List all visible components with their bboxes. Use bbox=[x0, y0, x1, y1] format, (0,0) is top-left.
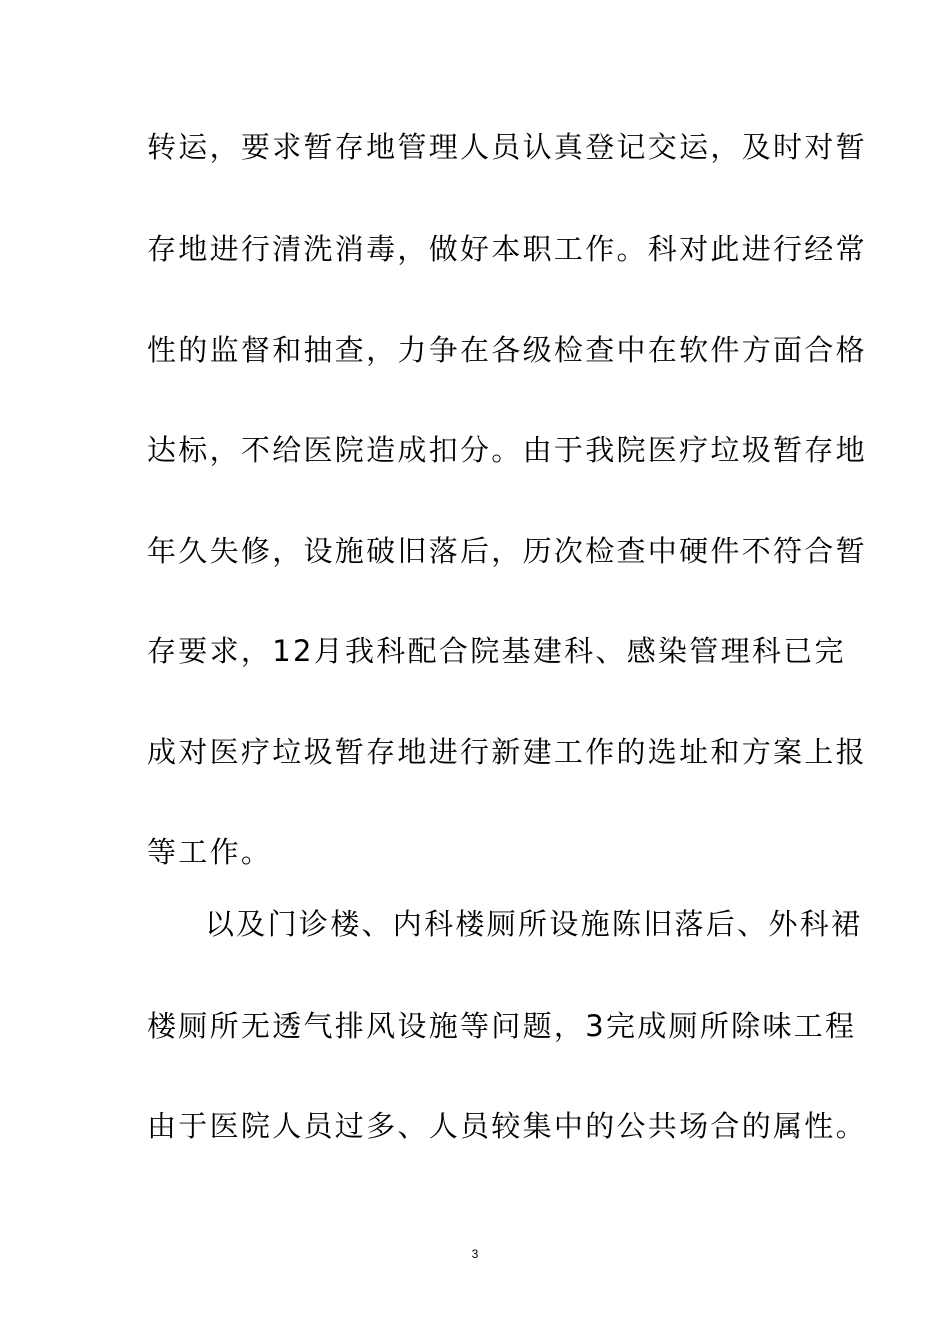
body-text-line: 由于医院人员过多、人员较集中的公共场合的属性。 bbox=[147, 1109, 867, 1143]
body-text-line: 等工作。 bbox=[147, 835, 273, 869]
paragraph-first-line: 以及门诊楼、内科楼厕所设施陈旧落后、外科裙 bbox=[205, 907, 863, 941]
body-text-line: 转运，要求暂存地管理人员认真登记交运，及时对暂 bbox=[147, 130, 867, 164]
body-text-line: 楼厕所无透气排风设施等问题，3完成厕所除味工程 bbox=[147, 1009, 857, 1043]
body-text-line: 达标，不给医院造成扣分。由于我院医疗垃圾暂存地 bbox=[147, 433, 867, 467]
body-text-line: 存地进行清洗消毒，做好本职工作。科对此进行经常 bbox=[147, 232, 867, 266]
page-number: 3 bbox=[471, 1247, 479, 1261]
body-text-line: 性的监督和抽查，力争在各级检查中在软件方面合格 bbox=[147, 333, 867, 367]
body-text-line: 成对医疗垃圾暂存地进行新建工作的选址和方案上报 bbox=[147, 735, 867, 769]
body-text-line: 年久失修，设施破旧落后，历次检查中硬件不符合暂 bbox=[147, 534, 867, 568]
body-text-line: 存要求，12月我科配合院基建科、感染管理科已完 bbox=[147, 634, 846, 668]
